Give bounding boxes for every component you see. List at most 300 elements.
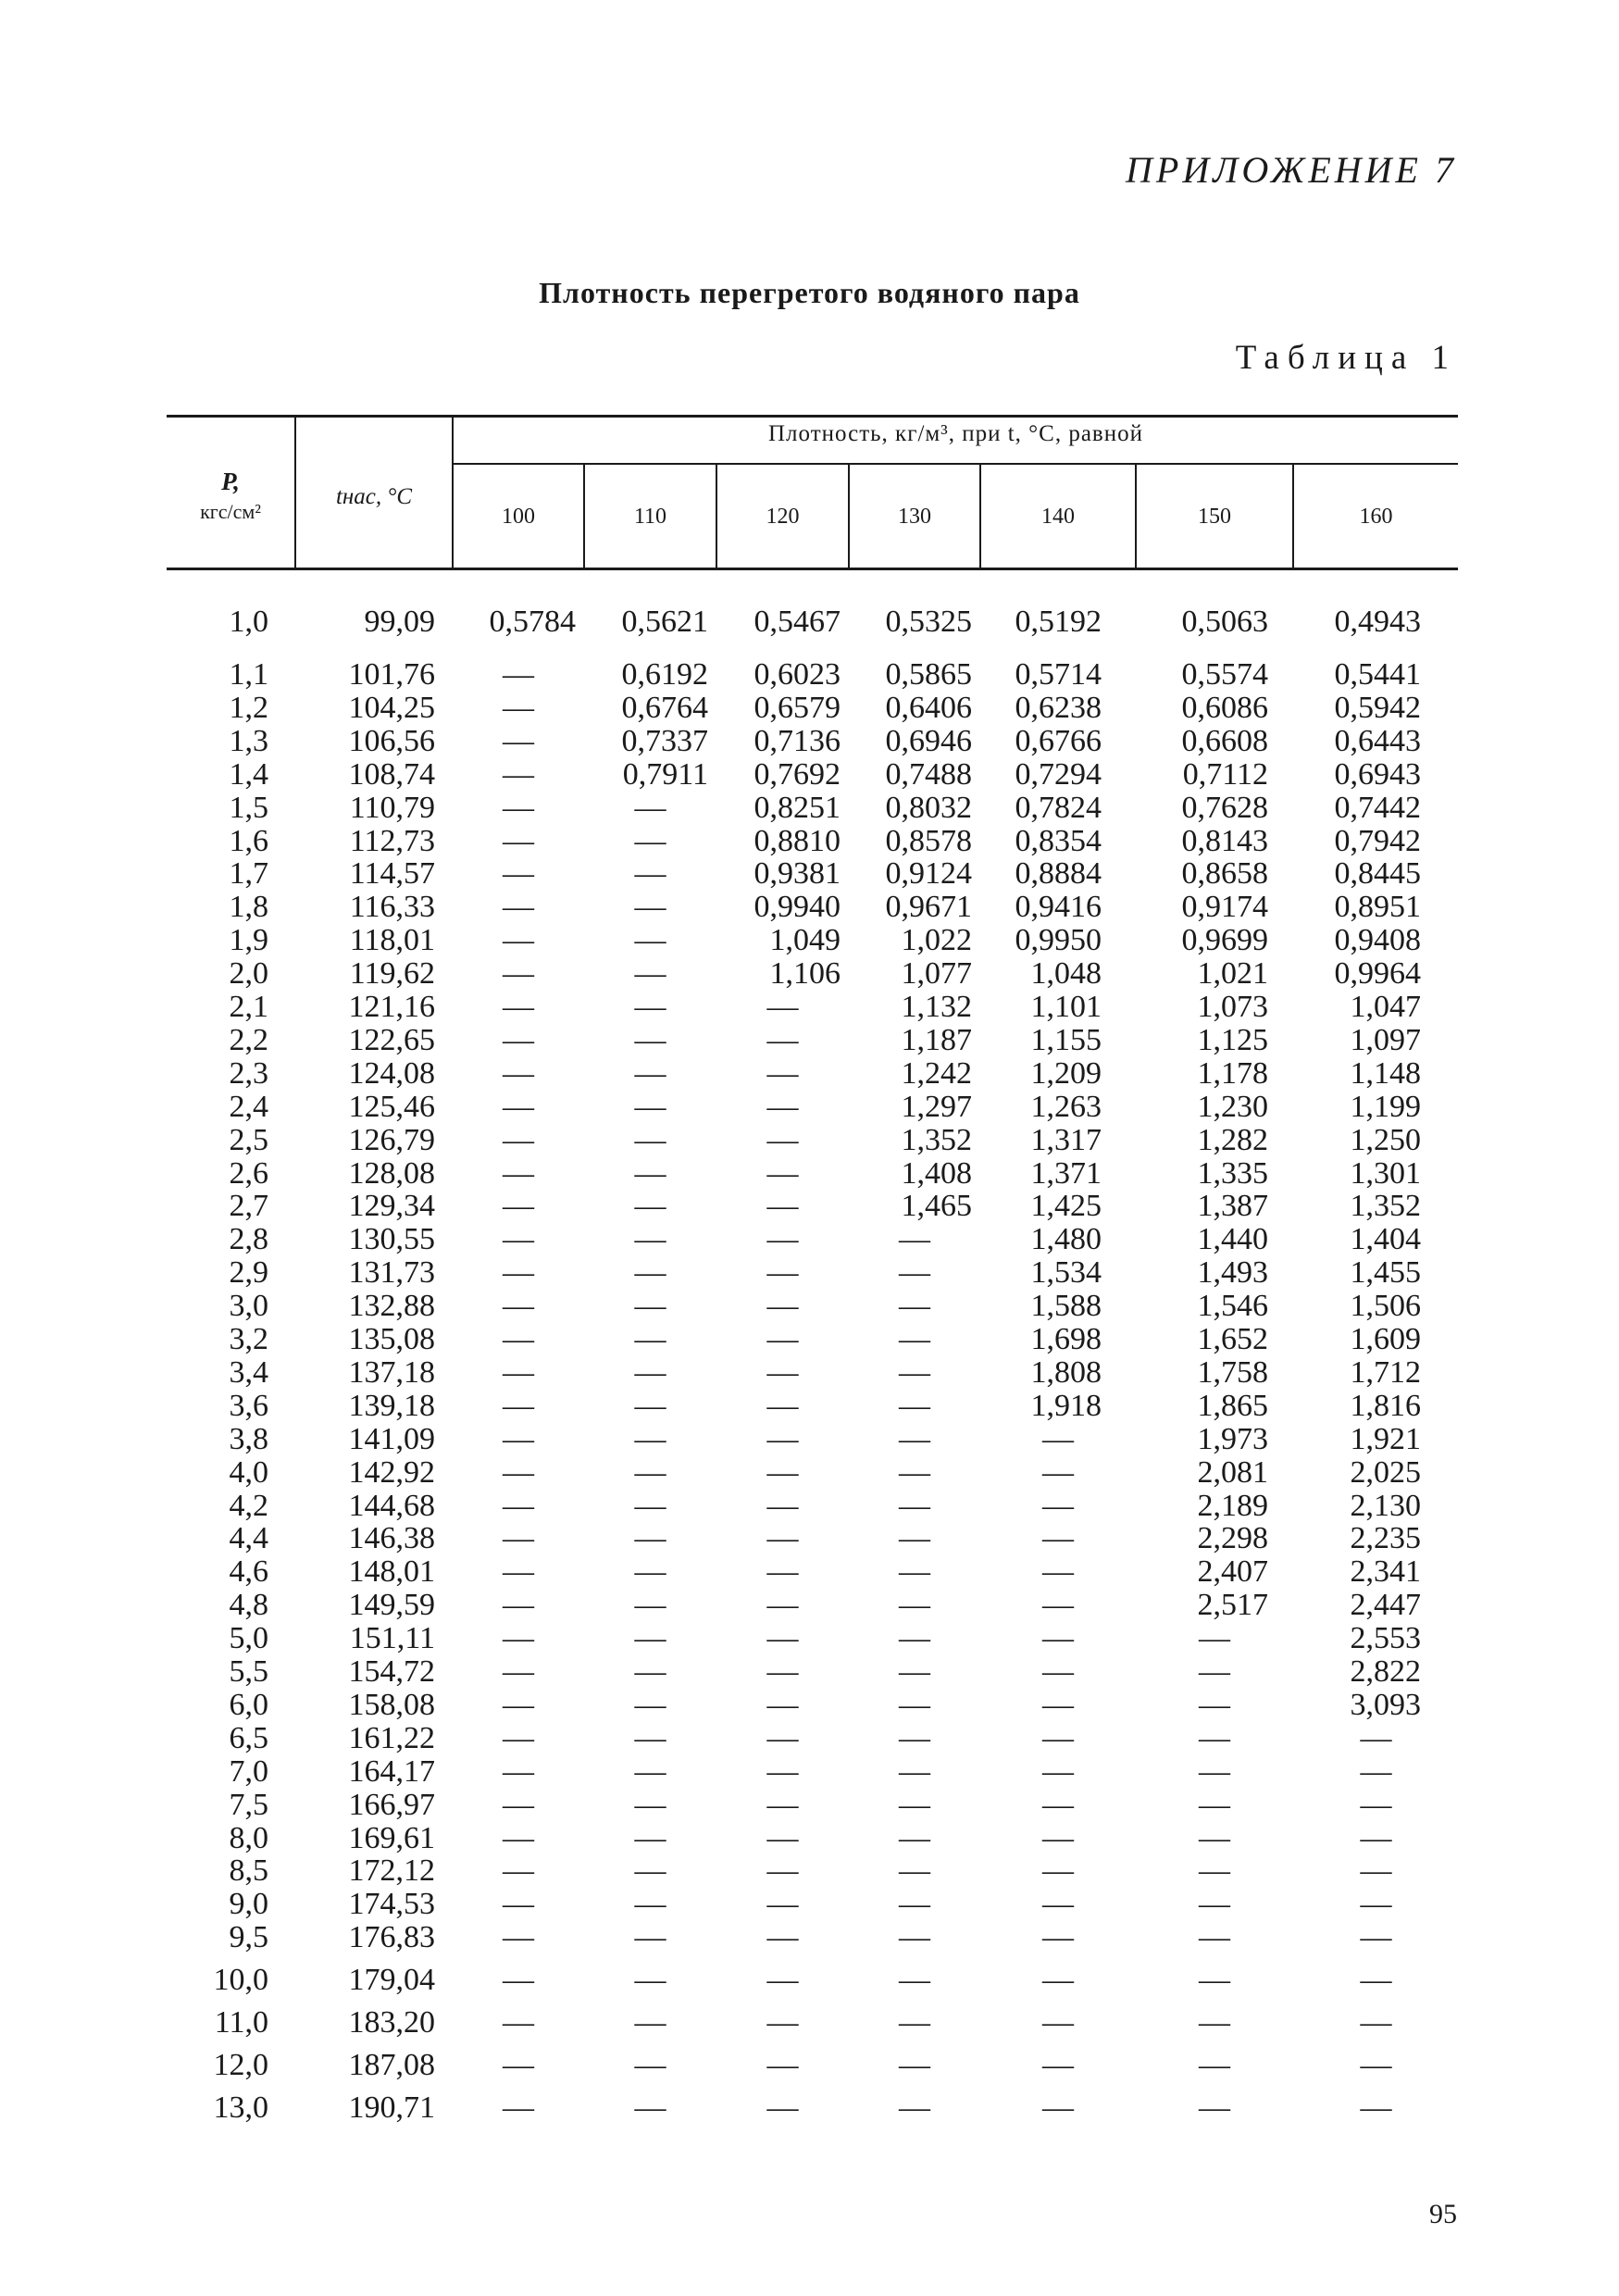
cell-density: 0,6946 xyxy=(885,723,972,758)
cell-pressure: 13,0 xyxy=(213,2090,268,2125)
cell-empty-dash: — xyxy=(766,1887,799,1922)
cell-saturation-temp: 148,01 xyxy=(348,1554,435,1590)
cell-density: 1,132 xyxy=(901,990,972,1024)
cell-density: 1,148 xyxy=(1350,1055,1421,1091)
cell-empty-dash: — xyxy=(503,1289,534,1324)
cell-empty-dash: — xyxy=(634,1222,666,1257)
cell-empty-dash: — xyxy=(1199,1621,1230,1656)
cell-empty-dash: — xyxy=(503,1687,534,1722)
cell-density: 0,5192 xyxy=(1015,605,1102,639)
cell-saturation-temp: 114,57 xyxy=(349,856,435,892)
cell-density: 0,5784 xyxy=(489,605,576,639)
cell-density: 1,921 xyxy=(1350,1421,1421,1456)
cell-empty-dash: — xyxy=(899,1621,930,1656)
cell-empty-dash: — xyxy=(634,1853,666,1889)
cell-pressure: 6,0 xyxy=(229,1687,268,1722)
cell-empty-dash: — xyxy=(899,1388,930,1423)
cell-empty-dash: — xyxy=(766,1022,799,1057)
cell-empty-dash: — xyxy=(503,723,534,758)
cell-density: 1,101 xyxy=(1030,990,1102,1024)
cell-saturation-temp: 174,53 xyxy=(348,1887,435,1922)
cell-density: 1,297 xyxy=(901,1089,972,1124)
cell-empty-dash: — xyxy=(634,990,666,1024)
cell-empty-dash: — xyxy=(1042,1654,1074,1689)
cell-density: 0,9124 xyxy=(885,856,972,892)
cell-density: 1,073 xyxy=(1197,990,1268,1024)
cell-empty-dash: — xyxy=(766,1155,799,1191)
cell-empty-dash: — xyxy=(766,2005,799,2040)
cell-empty-dash: — xyxy=(1042,2005,1074,2040)
cell-pressure: 1,4 xyxy=(229,756,268,792)
cell-density: 1,652 xyxy=(1197,1322,1268,1356)
cell-saturation-temp: 129,34 xyxy=(348,1189,435,1224)
cell-empty-dash: — xyxy=(1042,1853,1074,1889)
cell-saturation-temp: 172,12 xyxy=(348,1853,435,1889)
cell-density: 1,022 xyxy=(901,923,972,958)
cell-saturation-temp: 106,56 xyxy=(348,723,435,758)
cell-pressure: 1,0 xyxy=(229,605,268,639)
cell-empty-dash: — xyxy=(1042,1920,1074,1955)
header-density-group: Плотность, кг/м³, при t, °С, равной xyxy=(768,421,1143,446)
header-temp-100: 100 xyxy=(502,505,535,529)
cell-density: 1,404 xyxy=(1350,1222,1421,1257)
cell-empty-dash: — xyxy=(1199,1720,1230,1755)
cell-empty-dash: — xyxy=(1360,1963,1392,1997)
cell-density: 1,712 xyxy=(1350,1354,1421,1390)
cell-empty-dash: — xyxy=(503,1853,534,1889)
cell-empty-dash: — xyxy=(1199,1753,1230,1789)
cell-empty-dash: — xyxy=(634,1122,666,1157)
cell-empty-dash: — xyxy=(634,1787,666,1822)
cell-density: 2,298 xyxy=(1197,1521,1268,1556)
cell-density: 0,7337 xyxy=(621,723,708,758)
cell-density: 0,8032 xyxy=(885,790,972,825)
cell-empty-dash: — xyxy=(766,1122,799,1157)
cell-density: 0,5574 xyxy=(1181,657,1268,692)
cell-saturation-temp: 161,22 xyxy=(348,1720,435,1755)
header-bottom-rule xyxy=(167,568,1458,570)
cell-empty-dash: — xyxy=(1199,1820,1230,1855)
cell-density: 1,546 xyxy=(1197,1289,1268,1324)
cell-saturation-temp: 183,20 xyxy=(348,2005,435,2040)
cell-density: 2,235 xyxy=(1350,1521,1421,1556)
cell-empty-dash: — xyxy=(899,1820,930,1855)
cell-saturation-temp: 110,79 xyxy=(349,790,435,825)
cell-saturation-temp: 131,73 xyxy=(348,1255,435,1291)
cell-empty-dash: — xyxy=(503,1820,534,1855)
page-title: Плотность перегретого водяного пара xyxy=(539,276,1080,309)
cell-empty-dash: — xyxy=(503,2048,534,2082)
cell-empty-dash: — xyxy=(634,790,666,825)
cell-empty-dash: — xyxy=(634,1488,666,1523)
cell-saturation-temp: 176,83 xyxy=(348,1920,435,1955)
cell-empty-dash: — xyxy=(634,823,666,858)
cell-density: 1,440 xyxy=(1197,1222,1268,1257)
cell-empty-dash: — xyxy=(899,1421,930,1456)
cell-empty-dash: — xyxy=(634,1354,666,1390)
cell-empty-dash: — xyxy=(503,657,534,692)
cell-density: 1,047 xyxy=(1350,990,1421,1024)
cell-density: 1,493 xyxy=(1197,1255,1268,1291)
cell-density: 1,242 xyxy=(901,1055,972,1091)
cell-empty-dash: — xyxy=(634,1089,666,1124)
cell-empty-dash: — xyxy=(766,1654,799,1689)
header-temp-130: 130 xyxy=(898,505,931,529)
cell-density: 1,317 xyxy=(1030,1122,1102,1157)
cell-density: 2,447 xyxy=(1350,1588,1421,1623)
cell-empty-dash: — xyxy=(503,923,534,958)
cell-pressure: 2,8 xyxy=(229,1222,268,1257)
cell-density: 2,553 xyxy=(1350,1621,1421,1656)
cell-empty-dash: — xyxy=(899,2005,930,2040)
cell-density: 1,371 xyxy=(1030,1155,1102,1191)
cell-density: 1,609 xyxy=(1350,1322,1421,1356)
cell-empty-dash: — xyxy=(1199,1887,1230,1922)
cell-density: 0,5325 xyxy=(885,605,972,639)
cell-empty-dash: — xyxy=(1042,1588,1074,1623)
cell-empty-dash: — xyxy=(899,1887,930,1922)
cell-density: 1,918 xyxy=(1030,1388,1102,1423)
cell-pressure: 10,0 xyxy=(213,1963,268,1997)
cell-density: 0,9416 xyxy=(1015,890,1102,925)
cell-density: 1,187 xyxy=(901,1022,972,1057)
cell-density: 0,5865 xyxy=(885,657,972,692)
cell-empty-dash: — xyxy=(503,1122,534,1157)
cell-density: 0,8951 xyxy=(1334,890,1421,925)
cell-empty-dash: — xyxy=(766,1454,799,1490)
cell-saturation-temp: 112,73 xyxy=(349,823,435,858)
cell-saturation-temp: 141,09 xyxy=(348,1421,435,1456)
cell-density: 0,7294 xyxy=(1015,756,1102,792)
cell-density: 1,465 xyxy=(901,1189,972,1224)
cell-density: 1,021 xyxy=(1197,956,1268,992)
cell-density: 0,5063 xyxy=(1181,605,1268,639)
cell-density: 0,8251 xyxy=(753,790,841,825)
cell-empty-dash: — xyxy=(1360,2048,1392,2082)
cell-empty-dash: — xyxy=(1042,2090,1074,2125)
cell-saturation-temp: 135,08 xyxy=(348,1322,435,1356)
cell-empty-dash: — xyxy=(503,1621,534,1656)
cell-empty-dash: — xyxy=(634,1022,666,1057)
cell-saturation-temp: 166,97 xyxy=(348,1787,435,1822)
cell-empty-dash: — xyxy=(766,1588,799,1623)
cell-empty-dash: — xyxy=(503,1654,534,1689)
cell-density: 1,335 xyxy=(1197,1155,1268,1191)
cell-density: 0,9699 xyxy=(1181,923,1268,958)
cell-empty-dash: — xyxy=(503,890,534,925)
cell-empty-dash: — xyxy=(766,1720,799,1755)
cell-density: 1,097 xyxy=(1350,1022,1421,1057)
cell-pressure: 2,7 xyxy=(229,1189,268,1224)
table-label: Таблица 1 xyxy=(1235,339,1457,377)
cell-empty-dash: — xyxy=(766,1222,799,1257)
header-temp-140: 140 xyxy=(1041,505,1075,529)
cell-density: 2,130 xyxy=(1350,1488,1421,1523)
cell-density: 1,816 xyxy=(1350,1388,1421,1423)
cell-pressure: 2,6 xyxy=(229,1155,268,1191)
cell-empty-dash: — xyxy=(1042,2048,1074,2082)
cell-empty-dash: — xyxy=(1199,1920,1230,1955)
cell-empty-dash: — xyxy=(899,1787,930,1822)
cell-saturation-temp: 187,08 xyxy=(348,2048,435,2082)
cell-density: 0,9940 xyxy=(753,890,841,925)
cell-saturation-temp: 124,08 xyxy=(348,1055,435,1091)
cell-saturation-temp: 128,08 xyxy=(348,1155,435,1191)
cell-empty-dash: — xyxy=(1360,1753,1392,1789)
cell-saturation-temp: 122,65 xyxy=(348,1022,435,1057)
cell-saturation-temp: 130,55 xyxy=(348,1222,435,1257)
cell-empty-dash: — xyxy=(634,1554,666,1590)
cell-empty-dash: — xyxy=(1042,1421,1074,1456)
header-saturation-temp: tнас, °С xyxy=(335,484,413,509)
cell-empty-dash: — xyxy=(634,1189,666,1224)
cell-saturation-temp: 137,18 xyxy=(348,1354,435,1390)
cell-empty-dash: — xyxy=(503,1454,534,1490)
header-temp-160: 160 xyxy=(1359,505,1393,529)
cell-density: 0,6238 xyxy=(1015,690,1102,725)
header-pressure-unit: кгс/см² xyxy=(200,500,261,523)
cell-empty-dash: — xyxy=(634,2005,666,2040)
cell-empty-dash: — xyxy=(766,1354,799,1390)
cell-empty-dash: — xyxy=(634,1055,666,1091)
cell-density: 2,341 xyxy=(1350,1554,1421,1590)
cell-empty-dash: — xyxy=(634,1920,666,1955)
cell-empty-dash: — xyxy=(634,1654,666,1689)
cell-saturation-temp: 139,18 xyxy=(348,1388,435,1423)
cell-empty-dash: — xyxy=(503,990,534,1024)
cell-pressure: 3,6 xyxy=(229,1388,268,1423)
cell-empty-dash: — xyxy=(634,1753,666,1789)
cell-empty-dash: — xyxy=(766,1322,799,1356)
cell-empty-dash: — xyxy=(634,1963,666,1997)
cell-empty-dash: — xyxy=(634,2090,666,2125)
cell-empty-dash: — xyxy=(503,1720,534,1755)
cell-empty-dash: — xyxy=(503,1354,534,1390)
cell-saturation-temp: 101,76 xyxy=(348,657,435,692)
cell-empty-dash: — xyxy=(1360,1720,1392,1755)
cell-pressure: 1,5 xyxy=(229,790,268,825)
cell-empty-dash: — xyxy=(1199,2048,1230,2082)
cell-pressure: 9,0 xyxy=(229,1887,268,1922)
cell-density: 1,973 xyxy=(1197,1421,1268,1456)
cell-density: 0,9408 xyxy=(1334,923,1421,958)
cell-empty-dash: — xyxy=(1199,1654,1230,1689)
cell-pressure: 12,0 xyxy=(213,2048,268,2082)
cell-density: 0,7692 xyxy=(753,756,841,792)
cell-empty-dash: — xyxy=(1199,1963,1230,1997)
cell-saturation-temp: 142,92 xyxy=(348,1454,435,1490)
page-number: 95 xyxy=(1429,2199,1457,2229)
cell-density: 0,8658 xyxy=(1181,856,1268,892)
cell-empty-dash: — xyxy=(1042,1621,1074,1656)
cell-density: 0,7824 xyxy=(1015,790,1102,825)
cell-empty-dash: — xyxy=(766,1963,799,1997)
cell-saturation-temp: 146,38 xyxy=(348,1521,435,1556)
cell-density: 1,808 xyxy=(1030,1354,1102,1390)
cell-density: 1,263 xyxy=(1030,1089,1102,1124)
cell-density: 0,7442 xyxy=(1334,790,1421,825)
header-temp-120: 120 xyxy=(766,505,800,529)
cell-saturation-temp: 164,17 xyxy=(348,1753,435,1789)
cell-empty-dash: — xyxy=(766,1521,799,1556)
cell-empty-dash: — xyxy=(503,1753,534,1789)
cell-empty-dash: — xyxy=(1042,1753,1074,1789)
cell-pressure: 2,1 xyxy=(229,990,268,1024)
cell-empty-dash: — xyxy=(634,956,666,992)
cell-saturation-temp: 118,01 xyxy=(349,923,435,958)
cell-saturation-temp: 125,46 xyxy=(348,1089,435,1124)
cell-empty-dash: — xyxy=(634,1255,666,1291)
cell-empty-dash: — xyxy=(503,1089,534,1124)
cell-empty-dash: — xyxy=(899,1963,930,1997)
cell-pressure: 3,2 xyxy=(229,1322,268,1356)
cell-empty-dash: — xyxy=(634,1322,666,1356)
cell-density: 0,7911 xyxy=(622,756,708,792)
cell-empty-dash: — xyxy=(766,1255,799,1291)
cell-density: 0,6943 xyxy=(1334,756,1421,792)
cell-density: 0,7488 xyxy=(885,756,972,792)
cell-density: 0,9381 xyxy=(753,856,841,892)
cell-density: 1,178 xyxy=(1197,1055,1268,1091)
cell-saturation-temp: 190,71 xyxy=(348,2090,435,2125)
header-temp-150: 150 xyxy=(1198,505,1231,529)
cell-empty-dash: — xyxy=(766,990,799,1024)
cell-saturation-temp: 149,59 xyxy=(348,1588,435,1623)
cell-density: 1,049 xyxy=(769,923,841,958)
cell-empty-dash: — xyxy=(503,1554,534,1590)
cell-density: 0,9950 xyxy=(1015,923,1102,958)
group-header-rule xyxy=(452,463,1458,465)
cell-pressure: 5,5 xyxy=(229,1654,268,1689)
cell-empty-dash: — xyxy=(1042,1963,1074,1997)
cell-pressure: 7,0 xyxy=(229,1753,268,1789)
cell-density: 0,9964 xyxy=(1334,956,1421,992)
cell-pressure: 1,9 xyxy=(229,923,268,958)
cell-density: 0,8445 xyxy=(1334,856,1421,892)
cell-density: 2,081 xyxy=(1197,1454,1268,1490)
cell-density: 1,048 xyxy=(1030,956,1102,992)
cell-empty-dash: — xyxy=(634,1155,666,1191)
cell-empty-dash: — xyxy=(503,690,534,725)
cell-pressure: 1,8 xyxy=(229,890,268,925)
cell-empty-dash: — xyxy=(503,1521,534,1556)
cell-density: 1,209 xyxy=(1030,1055,1102,1091)
cell-density: 1,455 xyxy=(1350,1255,1421,1291)
cell-density: 0,7136 xyxy=(753,723,841,758)
cell-empty-dash: — xyxy=(634,856,666,892)
cell-saturation-temp: 119,62 xyxy=(349,956,435,992)
cell-empty-dash: — xyxy=(634,1820,666,1855)
cell-empty-dash: — xyxy=(766,1753,799,1789)
cell-empty-dash: — xyxy=(1042,1687,1074,1722)
cell-empty-dash: — xyxy=(899,1521,930,1556)
cell-density: 0,7628 xyxy=(1181,790,1268,825)
cell-empty-dash: — xyxy=(899,1488,930,1523)
cell-density: 0,5942 xyxy=(1334,690,1421,725)
cell-empty-dash: — xyxy=(766,1820,799,1855)
cell-empty-dash: — xyxy=(899,1454,930,1490)
cell-empty-dash: — xyxy=(766,1853,799,1889)
cell-density: 0,7942 xyxy=(1334,823,1421,858)
cell-density: 0,6764 xyxy=(621,690,708,725)
cell-density: 0,5621 xyxy=(621,605,708,639)
cell-empty-dash: — xyxy=(899,1654,930,1689)
cell-density: 0,5714 xyxy=(1015,657,1102,692)
cell-density: 1,077 xyxy=(901,956,972,992)
cell-empty-dash: — xyxy=(634,1720,666,1755)
cell-empty-dash: — xyxy=(634,1421,666,1456)
cell-empty-dash: — xyxy=(1199,2090,1230,2125)
cell-empty-dash: — xyxy=(1360,1853,1392,1889)
cell-pressure: 5,0 xyxy=(229,1621,268,1656)
cell-saturation-temp: 169,61 xyxy=(348,1820,435,1855)
cell-empty-dash: — xyxy=(1199,1687,1230,1722)
cell-pressure: 9,5 xyxy=(229,1920,268,1955)
cell-empty-dash: — xyxy=(766,2048,799,2082)
cell-empty-dash: — xyxy=(503,1963,534,1997)
cell-pressure: 7,5 xyxy=(229,1787,268,1822)
cell-density: 1,480 xyxy=(1030,1222,1102,1257)
cell-empty-dash: — xyxy=(503,1920,534,1955)
cell-density: 1,155 xyxy=(1030,1022,1102,1057)
cell-pressure: 4,0 xyxy=(229,1454,268,1490)
cell-empty-dash: — xyxy=(766,1089,799,1124)
cell-saturation-temp: 151,11 xyxy=(349,1621,435,1656)
header-temp-110: 110 xyxy=(633,505,667,529)
cell-density: 0,8810 xyxy=(753,823,841,858)
cell-density: 0,6443 xyxy=(1334,723,1421,758)
appendix-heading: ПРИЛОЖЕНИЕ 7 xyxy=(1126,149,1457,191)
cell-empty-dash: — xyxy=(899,1753,930,1789)
cell-empty-dash: — xyxy=(1042,1554,1074,1590)
cell-pressure: 4,6 xyxy=(229,1554,268,1590)
cell-density: 0,5467 xyxy=(753,605,841,639)
cell-empty-dash: — xyxy=(899,1289,930,1324)
cell-empty-dash: — xyxy=(766,1055,799,1091)
cell-empty-dash: — xyxy=(634,1687,666,1722)
cell-pressure: 2,3 xyxy=(229,1055,268,1091)
cell-density: 0,8578 xyxy=(885,823,972,858)
cell-density: 0,6608 xyxy=(1181,723,1268,758)
cell-density: 2,517 xyxy=(1197,1588,1268,1623)
cell-empty-dash: — xyxy=(1360,1887,1392,1922)
cell-empty-dash: — xyxy=(503,1055,534,1091)
cell-empty-dash: — xyxy=(899,1687,930,1722)
cell-empty-dash: — xyxy=(503,1022,534,1057)
cell-density: 0,8354 xyxy=(1015,823,1102,858)
cell-pressure: 1,3 xyxy=(229,723,268,758)
cell-density: 0,6579 xyxy=(753,690,841,725)
cell-empty-dash: — xyxy=(634,1521,666,1556)
cell-empty-dash: — xyxy=(899,1588,930,1623)
cell-empty-dash: — xyxy=(899,1222,930,1257)
cell-density: 1,408 xyxy=(901,1155,972,1191)
cell-density: 1,230 xyxy=(1197,1089,1268,1124)
cell-density: 0,9671 xyxy=(885,890,972,925)
cell-density: 1,352 xyxy=(901,1122,972,1157)
cell-saturation-temp: 144,68 xyxy=(348,1488,435,1523)
cell-empty-dash: — xyxy=(1199,1853,1230,1889)
cell-empty-dash: — xyxy=(766,1687,799,1722)
cell-empty-dash: — xyxy=(634,1454,666,1490)
cell-pressure: 2,9 xyxy=(229,1255,268,1291)
cell-saturation-temp: 104,25 xyxy=(348,690,435,725)
cell-empty-dash: — xyxy=(766,1289,799,1324)
cell-density: 0,5441 xyxy=(1334,657,1421,692)
cell-pressure: 2,0 xyxy=(229,956,268,992)
cell-density: 1,352 xyxy=(1350,1189,1421,1224)
cell-pressure: 6,5 xyxy=(229,1720,268,1755)
